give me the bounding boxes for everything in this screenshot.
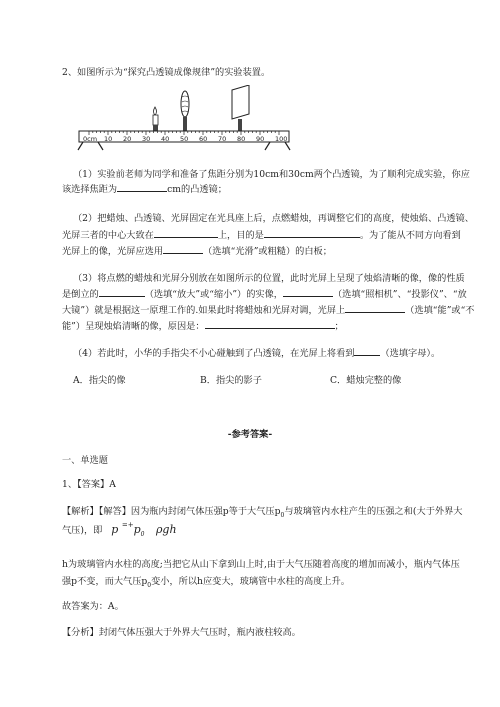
section-title: 一、单选题 <box>62 455 108 466</box>
q3-line4 <box>62 318 344 332</box>
light-screen <box>232 85 249 119</box>
q1-line2 <box>62 181 227 195</box>
option-b[interactable]: B．指尖的影子 <box>200 375 262 386</box>
analysis-text-c: 气压)，即 <box>62 525 103 536</box>
q2-text-d: 光屏上的像，光屏应选用 <box>62 246 164 257</box>
analysis-line2 <box>62 522 177 538</box>
ruler-label: 90 <box>256 135 265 143</box>
analysis-text-b: 与玻璃管内水柱产生的压强之和(大于外界大 <box>284 506 463 517</box>
ruler-label: 0cm <box>83 135 98 143</box>
answers-heading: -参考答案- <box>227 429 273 440</box>
q2-line3 <box>62 243 332 257</box>
ruler-label: 30 <box>142 135 151 143</box>
q2-text-c: 。为了能从不同方向看到 <box>359 230 461 241</box>
q2-blank-2[interactable] <box>264 228 360 238</box>
q3-line3 <box>62 302 474 316</box>
q4-blank[interactable] <box>354 346 380 356</box>
q1-text-a: 该选择焦距为 <box>62 184 118 195</box>
formula-eq: = <box>121 521 128 529</box>
ruler-label: 70 <box>218 135 227 143</box>
analysis-note: 【分析】封闭气体压强大于外界大气压时，瓶内液柱较高。 <box>62 627 301 638</box>
q2-text-b: 上，目的是 <box>217 230 264 241</box>
conclusion: 故答案为：A。 <box>62 601 124 612</box>
q1-line1: （1）实验前老师为同学和准备了焦距分别为10cm和30cm两个凸透镜，为了顺利完成实验，你应 <box>73 169 470 180</box>
ruler-label: 60 <box>199 135 208 143</box>
formula-p: p <box>111 523 119 536</box>
q3-blank-4[interactable] <box>205 319 335 329</box>
formula-plus: + <box>127 521 134 529</box>
explain-sub-0: 0 <box>147 581 152 589</box>
q3-text-a: 是倒立的 <box>62 289 99 300</box>
lens-stand <box>183 117 187 131</box>
ruler-label: 50 <box>180 135 189 143</box>
analysis-line1 <box>62 503 462 519</box>
item-answer: 【答案】A <box>77 479 116 490</box>
q3-line2 <box>62 286 467 300</box>
q3-blank-2[interactable] <box>283 287 333 297</box>
q2-blank-3[interactable] <box>163 244 203 254</box>
ruler-label: 20 <box>123 135 132 143</box>
optical-bench-figure <box>74 85 294 155</box>
q4-text-b: （选填字母）。 <box>380 348 441 359</box>
explain-line1: h为玻璃管内水柱的高度;当把它从山下拿到山上时,由于大气压随着高度的增加而减小，瓶内气体压 <box>62 559 460 570</box>
q3-text-d: 大镜”）就是根据这一原理工作的.如果此时将蜡烛和光屏对调，光屏上 <box>62 305 346 316</box>
ruler-label: 10 <box>104 135 113 143</box>
option-c[interactable]: C．蜡烛完整的像 <box>330 375 402 386</box>
bench-leg-right <box>265 142 290 150</box>
q3-text-g: ； <box>334 321 344 332</box>
q3-line1: （3）将点燃的蜡烛和光屏分别放在如图所示的位置，此时光屏上呈现了烛焰清晰的像，像的性质 <box>73 273 465 284</box>
q1-answer-blank[interactable] <box>117 182 167 192</box>
q4-text-a: （4）若此时，小华的手指尖不小心碰触到了凸透镜，在光屏上将看到 <box>73 348 355 359</box>
ruler-label: 40 <box>161 135 170 143</box>
q2-line1: （2）把蜡烛、凸透镜、光屏固定在光具座上后，点燃蜡烛，再调整它们的高度，使烛焰、凸透镜、 <box>73 213 474 224</box>
q2-text-a: 光屏三者的中心大致在 <box>62 230 154 241</box>
explain-text-a: 强p不变，而大气压p <box>62 576 148 587</box>
q2-line2 <box>62 227 461 241</box>
ruler-label: 100 <box>275 135 288 143</box>
formula-eq-wrap <box>122 523 134 536</box>
item-number: 1、 <box>62 479 78 490</box>
q3-text-b: （选填“放大”或“缩小”）的实像， <box>144 289 283 300</box>
candle <box>153 115 158 125</box>
option-a[interactable]: A．指尖的像 <box>73 375 126 386</box>
formula-rgh: ρgh <box>155 523 177 536</box>
ruler-label: 80 <box>237 135 246 143</box>
q4-line1 <box>73 345 440 359</box>
convex-lens <box>181 91 189 117</box>
q2-blank-1[interactable] <box>154 228 218 238</box>
candle-flame <box>154 107 157 115</box>
q2-text-e: （选填“光滑”或粗糙）的白板； <box>203 246 332 257</box>
q3-text-e: （选填“能”或“不 <box>405 305 475 316</box>
screen-stand <box>238 119 242 131</box>
question-title: 2、如图所示为“探究凸透镜成像规律”的实验装置。 <box>62 67 271 78</box>
formula-p0: p <box>133 523 141 536</box>
analysis-sub-0: 0 <box>280 511 285 519</box>
q3-text-c: （选填“照相机”、“投影仪”、“放 <box>332 289 467 300</box>
explain-line2 <box>62 573 350 589</box>
analysis-text-a: 【解析】【解答】因为瓶内封闭气体压强p等于大气压p <box>62 506 281 517</box>
explain-text-b: 变小，所以h应变大，玻璃管中水柱的高度上升。 <box>151 576 350 587</box>
q1-text-b: cm的凸透镜； <box>167 184 227 195</box>
q3-text-f: 能”）呈现烛焰清晰的像，原因是： <box>62 321 205 332</box>
pressure-formula <box>111 521 177 539</box>
bench-leg-left <box>78 142 103 150</box>
q3-blank-3[interactable] <box>345 303 405 313</box>
formula-sub-0: 0 <box>140 531 145 539</box>
answer-item-1 <box>62 476 116 490</box>
q3-blank-1[interactable] <box>99 287 145 297</box>
